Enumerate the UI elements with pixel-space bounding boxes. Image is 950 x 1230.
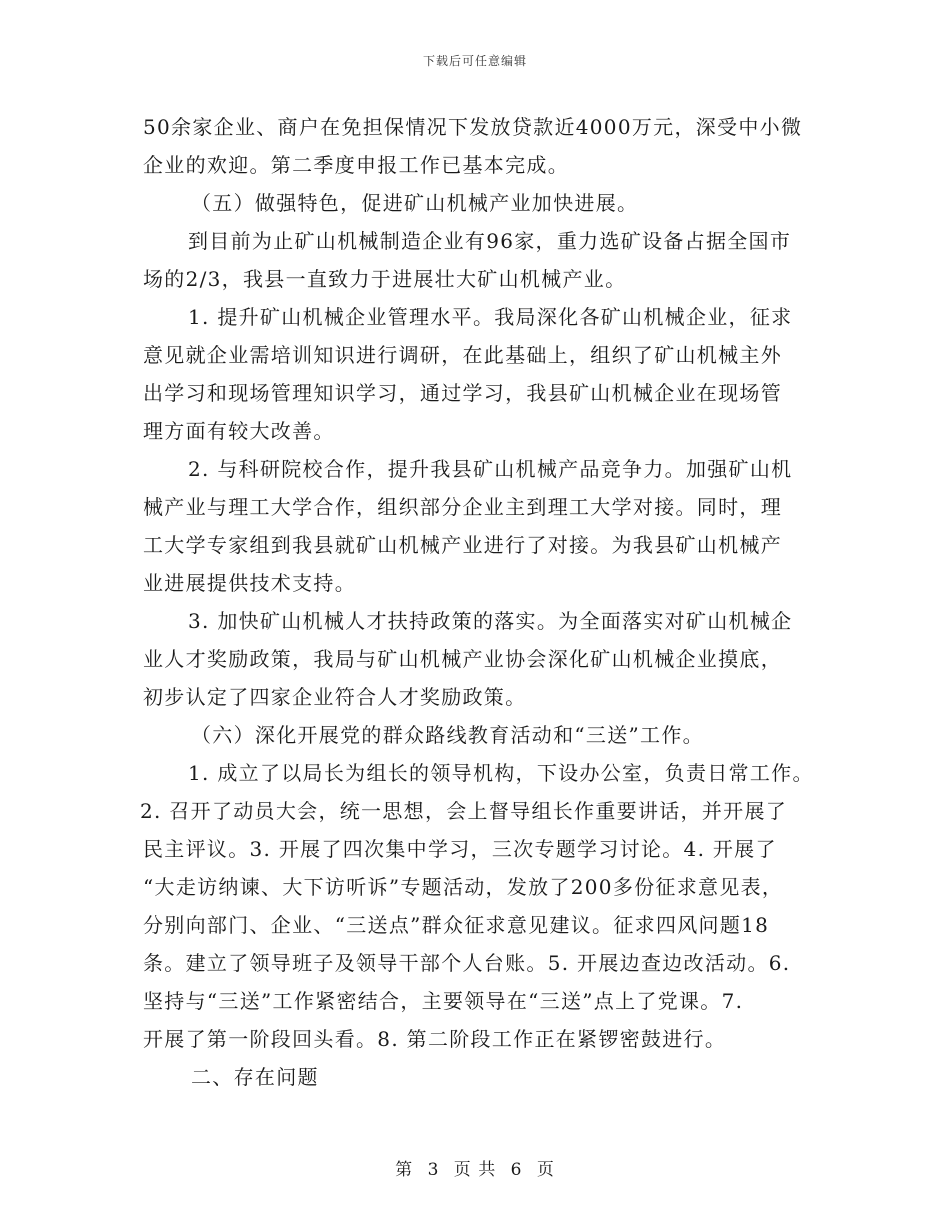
text-line: 开展了第一阶段回头看。8. 第二阶段工作正在紧锣密鼓进行。 bbox=[143, 1027, 727, 1051]
footer-prefix: 第 bbox=[395, 1160, 414, 1180]
page-total: 6 bbox=[510, 1160, 523, 1180]
text-line: 50余家企业、商户在免担保情况下发放贷款近4000万元，深受中小微 bbox=[143, 115, 803, 139]
text-line: 到目前为止矿山机械制造企业有96家，重力选矿设备占据全国市 bbox=[188, 229, 792, 253]
document-body bbox=[140, 108, 814, 1096]
text-line: 3. 加快矿山机械人才扶持政策的落实。为全面落实对矿山机械企 bbox=[188, 609, 793, 633]
text-line: 企业的欢迎。第二季度申报工作已基本完成。 bbox=[143, 153, 569, 177]
text-line: 2. 召开了动员大会，统一思想，会上督导组长作重要讲话，并开展了 bbox=[140, 799, 788, 823]
text-line: 民主评议。3. 开展了四次集中学习，三次专题学习讨论。4. 开展了 bbox=[143, 837, 777, 861]
text-line: 出学习和现场管理知识学习，通过学习，我县矿山机械企业在现场管 bbox=[143, 381, 782, 405]
section-heading: （六）深化开展党的群众路线教育活动和“三送”工作。 bbox=[191, 723, 704, 747]
text-line: 械产业与理工大学合作，组织部分企业主到理工大学对接。同时，理 bbox=[143, 495, 782, 519]
text-line: 意见就企业需培训知识进行调研，在此基础上，组织了矿山机械主外 bbox=[143, 343, 782, 367]
section-heading: 二、存在问题 bbox=[191, 1065, 319, 1089]
text-line: 理方面有较大改善。 bbox=[143, 419, 335, 443]
text-line: 工大学专家组到我县就矿山机械产业进行了对接。为我县矿山机械产 bbox=[143, 533, 782, 557]
text-line: 初步认定了四家企业符合人才奖励政策。 bbox=[143, 685, 527, 709]
text-line: 条。建立了领导班子及领导干部个人台账。5. 开展边查边改活动。6. bbox=[143, 951, 791, 975]
text-line: 业人才奖励政策，我局与矿山机械产业协会深化矿山机械企业摸底， bbox=[143, 647, 782, 671]
footer-middle: 页 共 bbox=[453, 1160, 497, 1180]
text-line: 1. 成立了以局长为组长的领导机构，下设办公室，负责日常工作。 bbox=[188, 761, 814, 785]
text-line: “大走访纳谏、大下访听诉”专题活动，发放了200多份征求意见表， bbox=[143, 875, 784, 899]
page-number: 3 bbox=[427, 1160, 440, 1180]
text-line: 1. 提升矿山机械企业管理水平。我局深化各矿山机械企业，征求 bbox=[188, 305, 793, 329]
page-header: 下载后可任意编辑 bbox=[422, 54, 527, 68]
footer-suffix: 页 bbox=[536, 1160, 555, 1180]
text-line: 分别向部门、企业、“三送点”群众征求意见建议。征求四风问题18 bbox=[143, 913, 770, 937]
page-footer bbox=[0, 1155, 950, 1180]
text-line: 2. 与科研院校合作，提升我县矿山机械产品竞争力。加强矿山机 bbox=[188, 457, 793, 481]
text-line: 场的2/3，我县一直致力于进展壮大矿山机械产业。 bbox=[143, 267, 627, 291]
text-line: 业进展提供技术支持。 bbox=[143, 571, 356, 595]
section-heading: （五）做强特色，促进矿山机械产业加快进展。 bbox=[191, 191, 639, 215]
text-line: 坚持与“三送”工作紧密结合，主要领导在“三送”点上了党课。7. bbox=[143, 989, 744, 1013]
